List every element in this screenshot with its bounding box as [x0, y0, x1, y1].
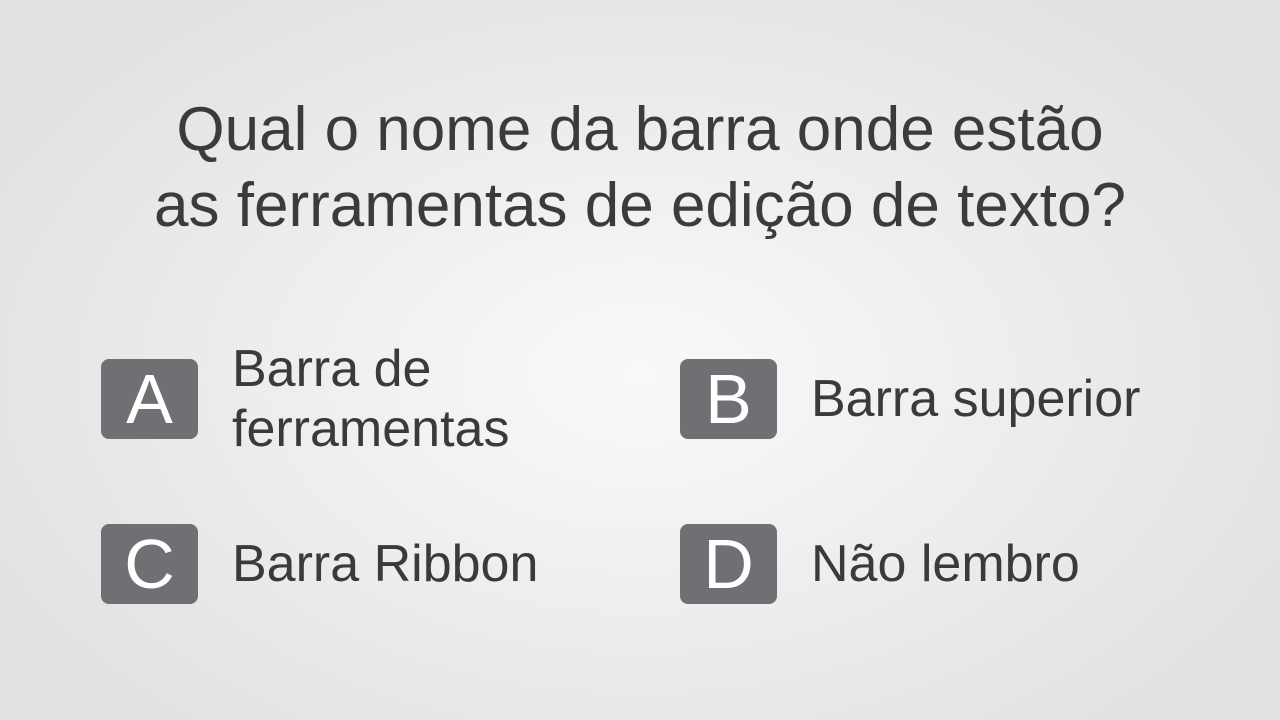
option-label-a[interactable]: Barra de ferramentas: [232, 340, 510, 458]
option-label-c[interactable]: Barra Ribbon: [232, 535, 539, 593]
option-letter-badge-d[interactable]: D: [680, 524, 777, 604]
answer-option-a[interactable]: [101, 339, 592, 459]
question-text: [0, 92, 1280, 244]
answer-option-c[interactable]: [101, 504, 538, 624]
answer-option-b[interactable]: [680, 339, 1140, 459]
question-line-2: as ferramentas de edição de texto?: [154, 171, 1126, 240]
question-line-1: Qual o nome da barra onde estão: [176, 95, 1104, 164]
option-label-b[interactable]: Barra superior: [811, 370, 1141, 428]
option-letter-badge-b[interactable]: B: [680, 359, 777, 439]
option-letter-badge-c[interactable]: C: [101, 524, 198, 604]
answer-option-d[interactable]: [680, 504, 1080, 624]
option-letter-badge-a[interactable]: A: [101, 359, 198, 439]
option-label-d[interactable]: Não lembro: [811, 535, 1080, 593]
